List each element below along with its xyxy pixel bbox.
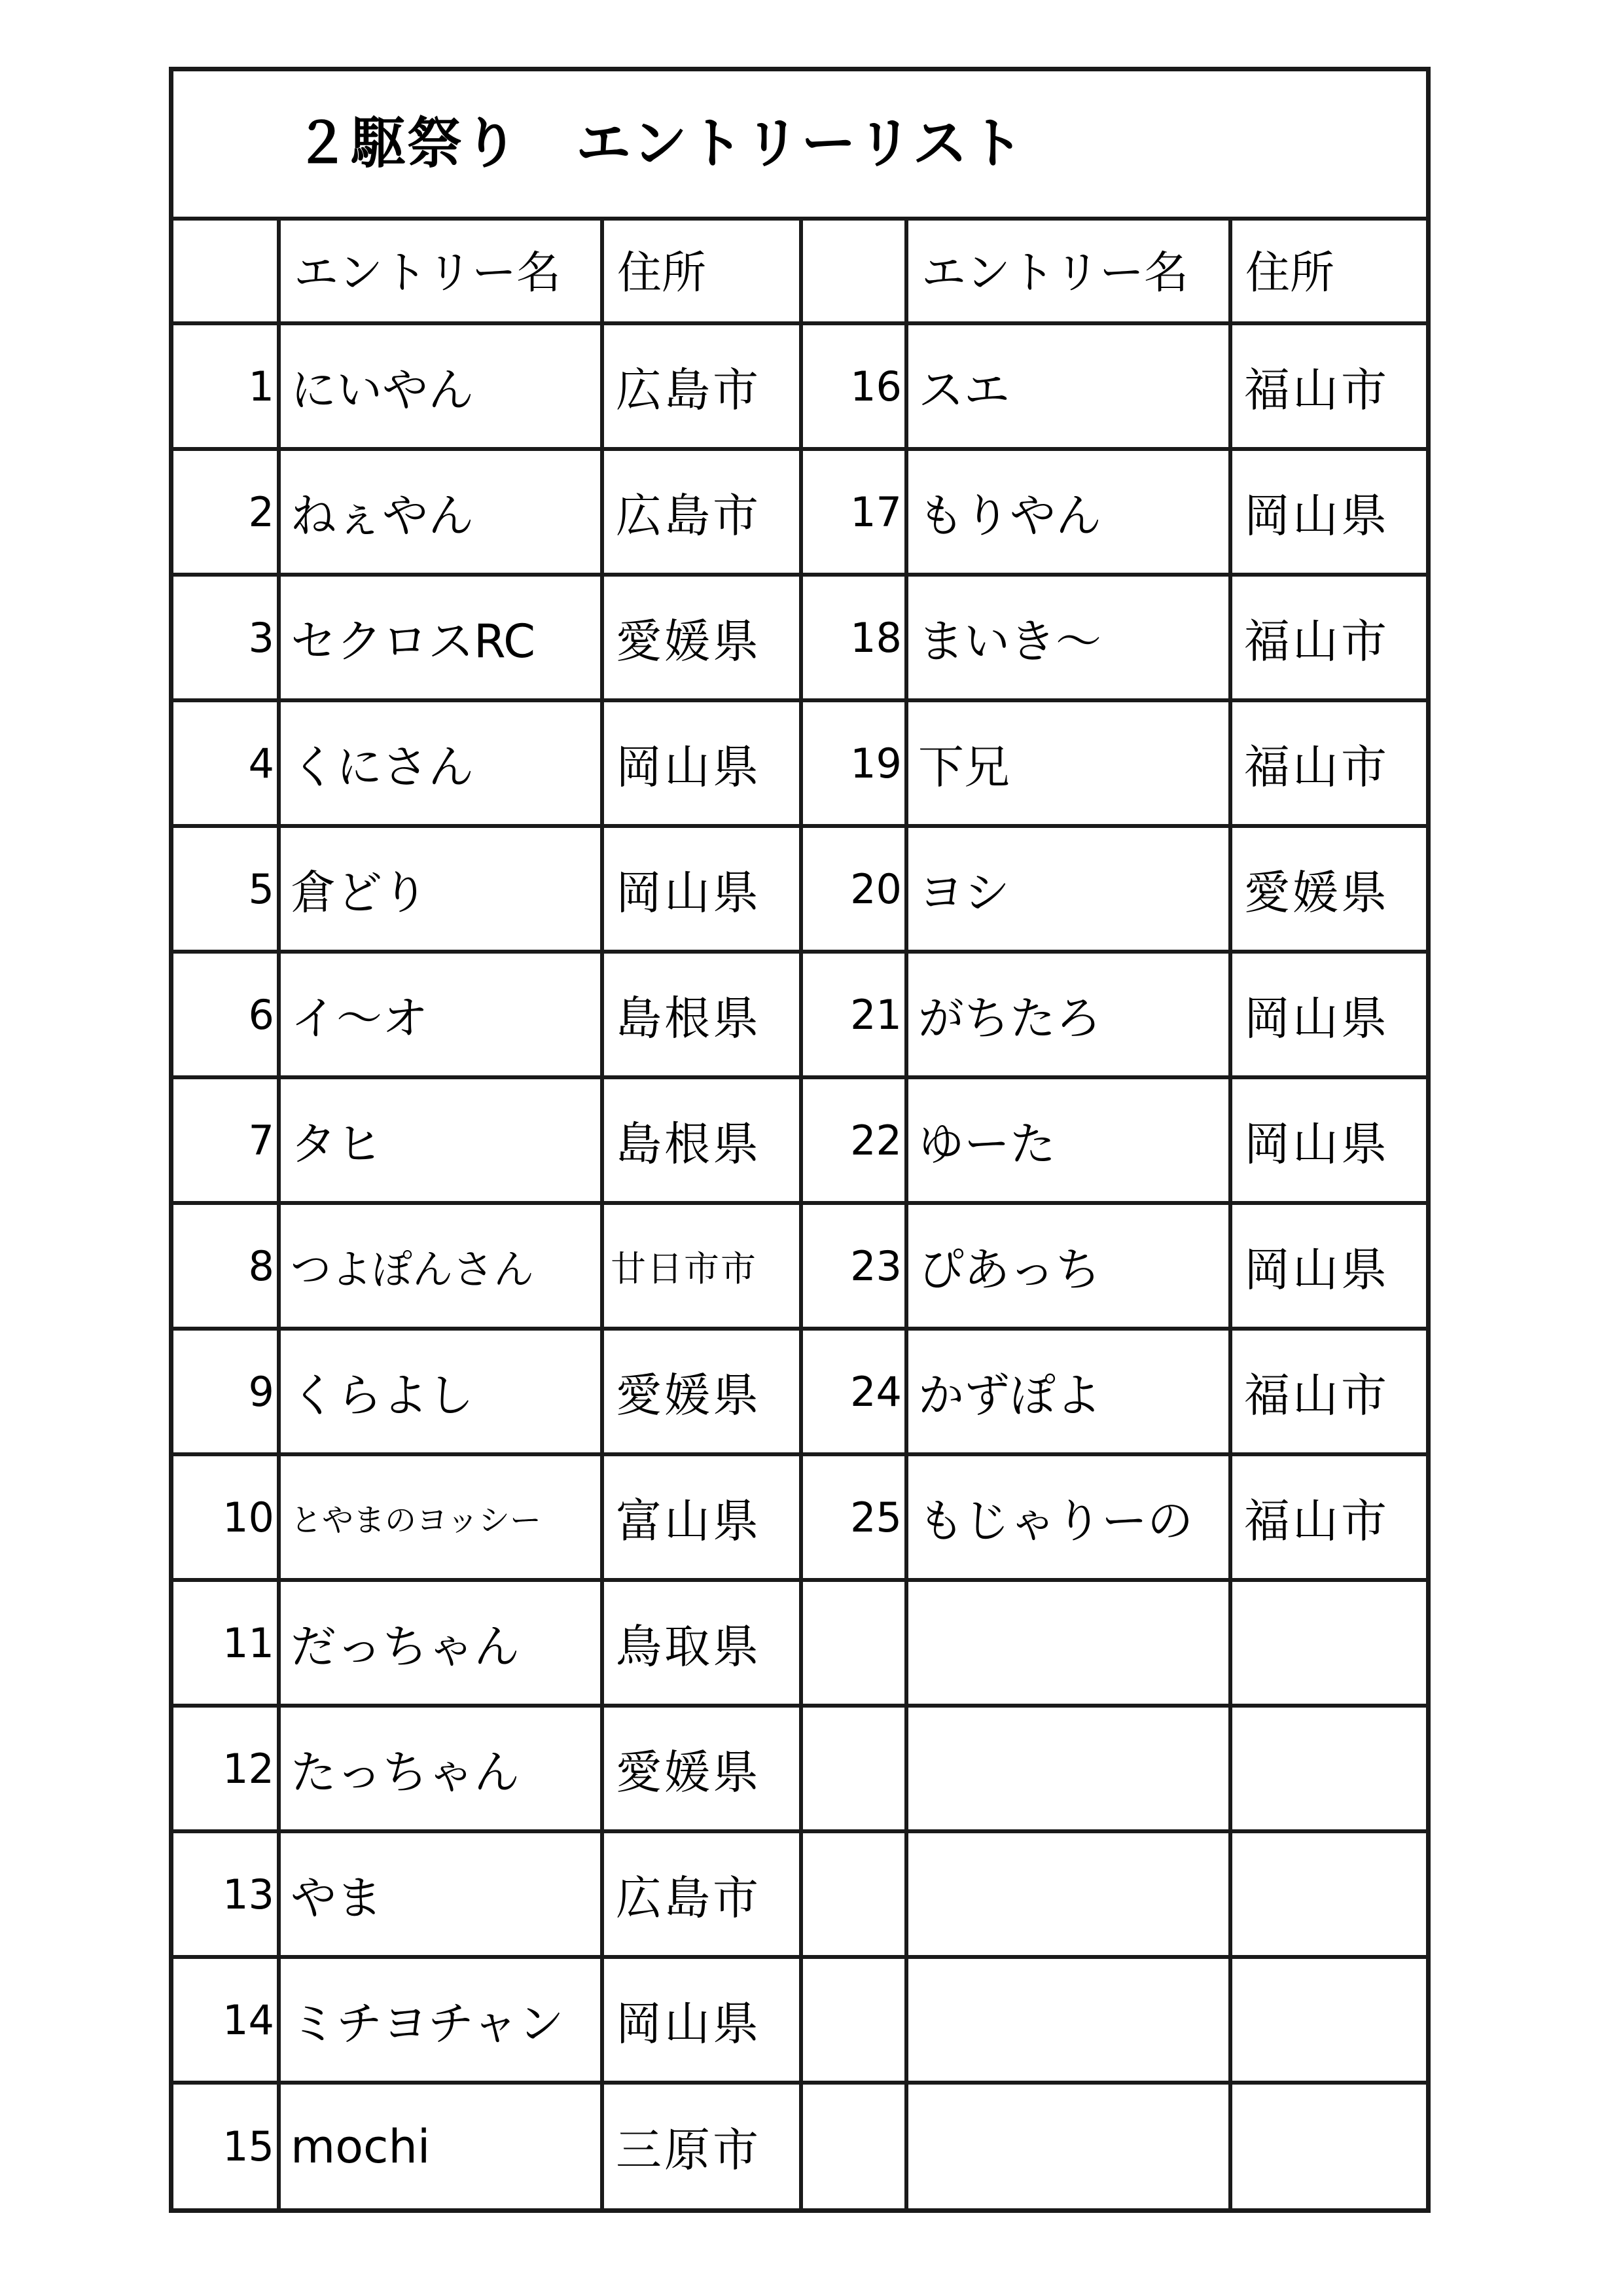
header-row — [173, 217, 1426, 323]
header-num-right — [801, 217, 906, 323]
table-row — [173, 1077, 1426, 1203]
table-row — [173, 1706, 1426, 1831]
entry-name-right: 下兄 — [906, 700, 1230, 826]
entry-name-right: かずぽよ — [906, 1329, 1230, 1454]
entry-address-left: 愛媛県 — [602, 1706, 801, 1831]
entry-number-left: 15 — [173, 2083, 279, 2208]
entry-table — [173, 217, 1426, 2208]
entry-name-left: 倉どり — [279, 826, 602, 952]
table-row — [173, 700, 1426, 826]
entry-address-left: 岡山県 — [602, 700, 801, 826]
table-row — [173, 1957, 1426, 2083]
table-row — [173, 1831, 1426, 1957]
entry-name-left: だっちゃん — [279, 1580, 602, 1706]
entry-number-left: 1 — [173, 323, 279, 449]
table-row — [173, 1203, 1426, 1329]
entry-name-right: ヨシ — [906, 826, 1230, 952]
entry-address-left: 鳥取県 — [602, 1580, 801, 1706]
header-name-left: エントリー名 — [279, 217, 602, 323]
entry-number-right — [801, 1831, 906, 1957]
entry-name-left: ミチヨチャン — [279, 1957, 602, 2083]
entry-name-left: タヒ — [279, 1077, 602, 1203]
entry-number-left: 7 — [173, 1077, 279, 1203]
entry-number-right — [801, 2083, 906, 2208]
entry-name-right — [906, 1706, 1230, 1831]
table-row — [173, 826, 1426, 952]
entry-name-left: やま — [279, 1831, 602, 1957]
entry-name-left: たっちゃん — [279, 1706, 602, 1831]
entry-number-left: 10 — [173, 1454, 279, 1580]
entry-number-right — [801, 1957, 906, 2083]
table-row — [173, 1329, 1426, 1454]
entry-number-left: 2 — [173, 449, 279, 575]
entry-name-left: ねぇやん — [279, 449, 602, 575]
header-num-left — [173, 217, 279, 323]
entry-name-right: もりやん — [906, 449, 1230, 575]
entry-address-left: 岡山県 — [602, 826, 801, 952]
entry-name-left: とやまのヨッシー — [279, 1454, 602, 1580]
entry-number-right: 25 — [801, 1454, 906, 1580]
entry-address-right — [1230, 1580, 1426, 1706]
entry-address-left: 岡山県 — [602, 1957, 801, 2083]
entry-address-left: 島根県 — [602, 1077, 801, 1203]
entry-address-left: 廿日市市 — [602, 1203, 801, 1329]
entry-name-left: にいやん — [279, 323, 602, 449]
entry-number-left: 11 — [173, 1580, 279, 1706]
entry-address-right: 岡山県 — [1230, 1203, 1426, 1329]
entry-address-right — [1230, 2083, 1426, 2208]
entry-name-right — [906, 2083, 1230, 2208]
table-row — [173, 449, 1426, 575]
entry-name-left: くらよし — [279, 1329, 602, 1454]
entry-number-right: 18 — [801, 575, 906, 700]
entry-number-right: 22 — [801, 1077, 906, 1203]
entry-address-right — [1230, 1957, 1426, 2083]
entry-name-left: mochi — [279, 2083, 602, 2208]
entry-name-right — [906, 1580, 1230, 1706]
entry-address-left: 広島市 — [602, 323, 801, 449]
entry-name-right: スエ — [906, 323, 1230, 449]
entry-number-right: 21 — [801, 952, 906, 1077]
title-row — [173, 71, 1426, 221]
entry-address-right: 福山市 — [1230, 1329, 1426, 1454]
entry-name-right: ゆーた — [906, 1077, 1230, 1203]
entry-address-right: 岡山県 — [1230, 952, 1426, 1077]
entry-address-left: 広島市 — [602, 449, 801, 575]
entry-number-right: 19 — [801, 700, 906, 826]
table-row — [173, 1580, 1426, 1706]
entry-number-left: 4 — [173, 700, 279, 826]
entry-number-right — [801, 1580, 906, 1706]
entry-number-right: 24 — [801, 1329, 906, 1454]
entry-address-right: 福山市 — [1230, 323, 1426, 449]
entry-address-right — [1230, 1831, 1426, 1957]
entry-name-right — [906, 1957, 1230, 2083]
entry-address-left: 広島市 — [602, 1831, 801, 1957]
entry-name-right: まいき～ — [906, 575, 1230, 700]
entry-name-right: ぴあっち — [906, 1203, 1230, 1329]
entry-address-left: 富山県 — [602, 1454, 801, 1580]
entry-number-left: 5 — [173, 826, 279, 952]
entry-number-right: 20 — [801, 826, 906, 952]
entry-sheet — [169, 67, 1431, 2213]
table-row — [173, 1454, 1426, 1580]
entry-address-right: 岡山県 — [1230, 1077, 1426, 1203]
table-row — [173, 952, 1426, 1077]
entry-name-left: イ～オ — [279, 952, 602, 1077]
entry-number-left: 12 — [173, 1706, 279, 1831]
entry-name-right — [906, 1831, 1230, 1957]
entry-name-left: くにさん — [279, 700, 602, 826]
entry-name-left: つよぽんさん — [279, 1203, 602, 1329]
entry-number-right: 23 — [801, 1203, 906, 1329]
header-address-right: 住所 — [1230, 217, 1426, 323]
entry-address-right: 岡山県 — [1230, 449, 1426, 575]
entry-address-right: 福山市 — [1230, 700, 1426, 826]
entry-number-right: 16 — [801, 323, 906, 449]
table-row — [173, 323, 1426, 449]
entry-address-right: 福山市 — [1230, 1454, 1426, 1580]
entry-address-left: 島根県 — [602, 952, 801, 1077]
entry-address-left: 三原市 — [602, 2083, 801, 2208]
entry-number-right — [801, 1706, 906, 1831]
entry-number-left: 8 — [173, 1203, 279, 1329]
entry-address-left: 愛媛県 — [602, 1329, 801, 1454]
entry-name-right: がちたろ — [906, 952, 1230, 1077]
entry-address-left: 愛媛県 — [602, 575, 801, 700]
entry-address-right: 愛媛県 — [1230, 826, 1426, 952]
entry-number-left: 13 — [173, 1831, 279, 1957]
entry-number-left: 9 — [173, 1329, 279, 1454]
table-row — [173, 2083, 1426, 2208]
entry-address-right — [1230, 1706, 1426, 1831]
table-row — [173, 575, 1426, 700]
entry-number-left: 3 — [173, 575, 279, 700]
entry-number-right: 17 — [801, 449, 906, 575]
entry-name-left: セクロスRC — [279, 575, 602, 700]
header-address-left: 住所 — [602, 217, 801, 323]
entry-number-left: 14 — [173, 1957, 279, 2083]
entry-name-right: もじゃりーの — [906, 1454, 1230, 1580]
entry-number-left: 6 — [173, 952, 279, 1077]
page-title: ２駆祭り エントリーリスト — [294, 111, 1026, 175]
entry-address-right: 福山市 — [1230, 575, 1426, 700]
header-name-right: エントリー名 — [906, 217, 1230, 323]
